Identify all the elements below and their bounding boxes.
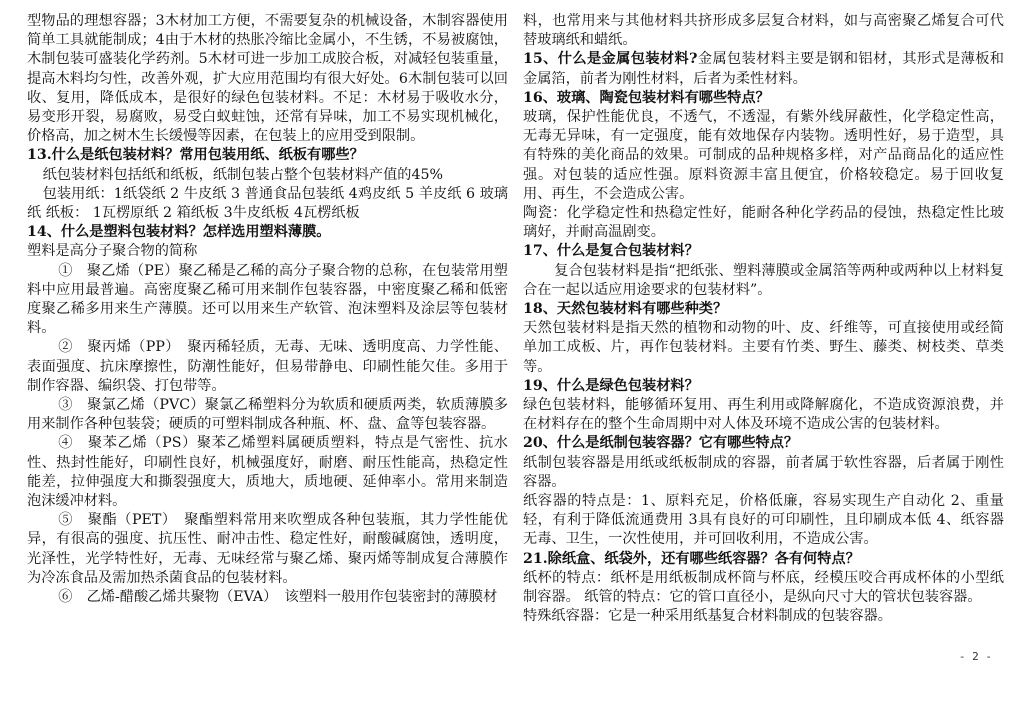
- paragraph-16a: 玻璃，保护性能优良，不透气，不透湿，有紫外线屏蔽性，化学稳定性高，无毒无异味，有一定强度，能有效地保存内装物。透明性好，易于造型，具有特殊的美化商品的效果。可制成的品种规格多样，对产品商品化的适应性强。对包装的适应性强。原料资源丰富且便宜，价格较稳定。易于回收复用、再生，不会造成公害。: [523, 109, 1004, 202]
- heading-16: 16、玻璃、陶瓷包装材料有哪些特点？: [523, 89, 770, 106]
- heading-18: 18、天然包装材料有哪些种类？: [523, 301, 728, 318]
- right-column: [523, 12, 1004, 627]
- heading-13: 13.什么是纸包装材料？常用包装用纸、纸板有哪些？: [27, 147, 364, 164]
- continued-paragraph: 料，也常用来与其他材料共挤形成多层复合材料，如与高密聚乙烯复合可代替玻璃纸和蜡纸。: [523, 13, 1004, 49]
- paragraph-pp: ② 聚丙烯（PP） 聚丙稀轻质，无毒、无味、透明度高、力学性能、表面强度、抗床摩擦性，防潮性能好，但易带静电、印刷性能欠佳。多用于制作容器、编织袋、打包带等。: [27, 339, 508, 394]
- paragraph-20b: 纸容器的特点是：1、原料充足，价格低廉，容易实现生产自动化 2、重量轻，有利于降低流通费用 3具有良好的可印刷性，且印刷成本低 4、纸容器无毒、卫生，一次性使用，并可回收利用，不造成公害。: [523, 493, 1004, 548]
- paragraph-20a: 纸制包装容器是用纸或纸板制成的容器，前者属于软性容器，后者属于刚性容器。: [523, 454, 1004, 490]
- paragraph-pvc: ③ 聚氯乙烯（PVC）聚氯乙稀塑料分为软质和硬质两类，软质薄膜多用来制作各种包装袋；硬质的可塑料制成各种瓶、杯、盘、盒等包装容器。: [27, 397, 508, 433]
- paragraph-eva: ⑥ 乙烯-醋酸乙烯共聚物（EVA） 该塑料一般用作包装密封的薄膜材: [58, 589, 498, 606]
- paragraph-13a: 纸包装材料包括纸和纸板，纸制包装占整个包装材料产值的45%: [42, 166, 444, 183]
- paragraph-19: 绿色包装材料，能够循环复用、再生利用或降解腐化，不造成资源浪费，并在材料存在的整个生命周期中对人体及环境不造成公害的包装材料。: [523, 397, 1004, 433]
- heading-20: 20、什么是纸制包装容器？它有哪些特点？: [523, 435, 799, 452]
- page-number: - 2 -: [958, 650, 992, 663]
- heading-21: 21.除纸盒、纸袋外，还有哪些纸容器？各有何特点？: [523, 550, 860, 567]
- paragraph-15: 金属包装材料主要是钢和铝材，其形式是薄板和金属箔，前者为刚性材料，后者为柔性材料。: [523, 51, 1004, 87]
- paragraph-17: 复合包装材料是指“把纸张、塑料薄膜或金属箔等两种或两种以上材料复合在一起以适应用途要求的包装材料”。: [523, 262, 1004, 298]
- paragraph-21a: 纸杯的特点：纸杯是用纸板制成杯筒与杯底，经模压咬合再成杯体的小型纸制容器。 纸管的特点：它的管口直径小，是纵向尺寸大的管状包装容器。: [523, 569, 1004, 606]
- paragraph-16b: 陶瓷：化学稳定性和热稳定性好，能耐各种化学药品的侵蚀，热稳定性比玻璃好，并耐高温剧变。: [523, 205, 1004, 241]
- paragraph-13b: 包装用纸：1纸袋纸 2 牛皮纸 3 普通食品包装纸 4鸡皮纸 5 羊皮纸 6 玻璃纸 纸板： 1瓦楞原纸 2 箱纸板 3牛皮纸板 4瓦楞纸板: [27, 185, 508, 222]
- paragraph-14a: 塑料是高分子聚合物的简称: [27, 243, 198, 260]
- heading-15: 15、什么是金属包装材料?: [523, 51, 698, 68]
- heading-17: 17、什么是复合包装材料？: [523, 243, 699, 260]
- paragraph-ps: ④ 聚苯乙烯（PS）聚苯乙烯塑料属硬质塑料，特点是气密性、抗水性、热封性能好，印刷性良好，机械强度好，耐磨、耐压性能高，热稳定性能差，拉伸强度大和撕裂强度大，质地大，质地硬、延伸率小。常用来制造泡沫缓冲材料。: [27, 435, 508, 510]
- paragraph-pet: ⑤ 聚酯（PET） 聚酯塑料常用来吹塑成各种包装瓶，其力学性能优异，有很高的强度、抗压性、耐冲击性、稳定性好，耐酸碱腐蚀，透明度，光泽性，光学特性好，无毒、无味经常与聚乙烯、聚丙烯等制成复合薄膜作为冷冻食品及需加热杀菌食品的包装材料。: [27, 512, 508, 586]
- heading-14: 14、什么是塑料包装材料？怎样选用塑料薄膜。: [27, 224, 331, 241]
- left-column: [27, 12, 508, 607]
- paragraph-18: 天然包装材料是指天然的植物和动物的叶、皮、纤维等，可直接使用或经简单加工成板、片，再作包装材料。主要有竹类、野生、藤类、树枝类、草类等。: [523, 320, 1004, 375]
- paragraph-21b: 特殊纸容器：它是一种采用纸基复合材料制成的包装容器。: [523, 608, 892, 625]
- heading-19: 19、什么是绿色包装材料？: [523, 377, 699, 394]
- section-15: [523, 50, 1004, 88]
- paragraph-pe: ① 聚乙烯（PE）聚乙稀是乙稀的高分子聚合物的总称，在包装常用塑料中应用最普遍。高密度聚乙稀可用来制作包装容器，中密度聚乙稀和低密度聚乙稀多用来生产薄膜。还可以用来生产软管、泡沫塑料及涂层等包装材料。: [27, 262, 508, 337]
- wood-paragraph: 型物品的理想容器；3木材加工方便，不需要复杂的机械设备，木制容器使用简单工具就能制成；4由于木材的热胀冷缩比金属小，不生锈，不易被腐蚀，木制包装可盛装化学药剂。5木材可进一步加工成胶合板，对减轻包装重量，提高木料均匀性，改善外观，扩大应用范围均有很大好处。6木制包装可以回收、复用，降低成本，是很好的绿色包装材料。不足：木材易于吸收水分，易变形开裂，易腐败，易受白蚁蛀蚀，还常有异味，加工不易实现机械化，价格高，加之树木生长缓慢等因素，在包装上的应用受到限制。: [27, 13, 508, 145]
